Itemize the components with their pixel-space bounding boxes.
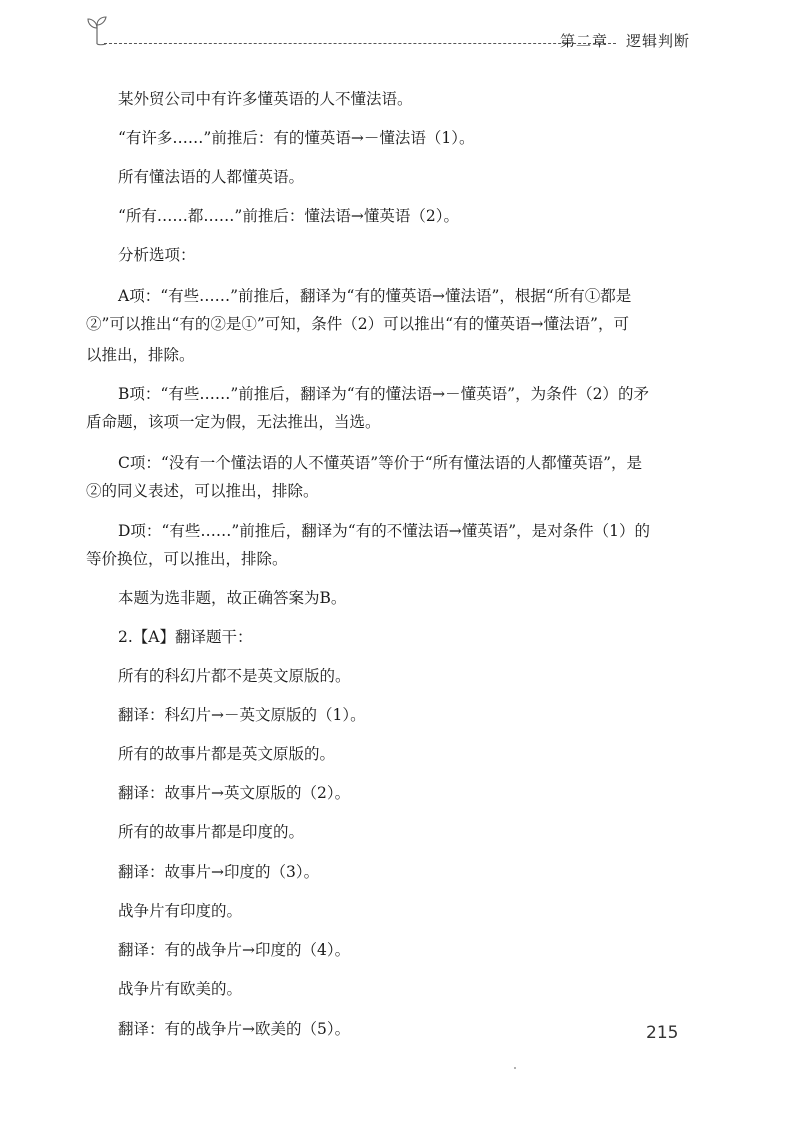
text-line: 所有的故事片都是印度的。 [118, 823, 305, 841]
text-line: 翻译：有的战争片→印度的（4）。 [118, 941, 351, 959]
chapter-title: 逻辑判断 [625, 32, 690, 50]
text-line: 某外贸公司中有许多懂英语的人不懂法语。 [118, 90, 413, 108]
text-line: 翻译：故事片→印度的（3）。 [118, 863, 320, 881]
text-line: 翻译：有的战争片→欧美的（5）。 [118, 1020, 351, 1038]
text-line: “所有……都……”前推后：懂法语→懂英语（2）。 [118, 207, 459, 225]
page-number: 215 [646, 1023, 679, 1043]
text-line: 所有的科幻片都不是英文原版的。 [118, 667, 351, 685]
text-line: B项：“有些……”前推后，翻译为“有的懂法语→－懂英语”，为条件（2）的矛 [118, 385, 649, 403]
header-rule [104, 43, 616, 44]
text-line: ②”可以推出“有的②是①”可知，条件（2）可以推出“有的懂英语→懂法语”，可 [86, 315, 629, 333]
text-line: 战争片有欧美的。 [118, 980, 243, 998]
page-header [84, 14, 690, 54]
text-line: 以推出，排除。 [86, 346, 195, 364]
text-line: D项：“有些……”前推后，翻译为“有的不懂法语→懂英语”，是对条件（1）的 [118, 522, 650, 540]
text-line: 翻译：故事片→英文原版的（2）。 [118, 784, 351, 802]
text-line: 本题为选非题，故正确答案为B。 [118, 589, 347, 607]
text-line: “有许多……”前推后：有的懂英语→－懂法语（1）。 [118, 129, 475, 147]
chapter-label: 第二章 [559, 32, 608, 50]
text-line: 分析选项： [118, 246, 196, 264]
text-line: 翻译：科幻片→－英文原版的（1）。 [118, 706, 366, 724]
text-line: 战争片有印度的。 [118, 902, 243, 920]
text-line: 等价换位，可以推出，排除。 [86, 550, 288, 568]
text-line: 所有懂法语的人都懂英语。 [118, 168, 305, 186]
text-line: ②的同义表述，可以推出，排除。 [86, 482, 319, 500]
scan-speck [514, 1067, 516, 1069]
text-line: 所有的故事片都是英文原版的。 [118, 745, 336, 763]
text-line: A项：“有些……”前推后，翻译为“有的懂英语→懂法语”，根据“所有①都是 [118, 287, 632, 305]
text-line: 2.【A】翻译题干： [118, 628, 253, 646]
text-line: 盾命题，该项一定为假，无法推出，当选。 [86, 413, 381, 431]
chapter-heading [560, 30, 690, 51]
text-line: C项：“没有一个懂法语的人不懂英语”等价于“所有懂法语的人都懂英语”，是 [118, 454, 643, 472]
